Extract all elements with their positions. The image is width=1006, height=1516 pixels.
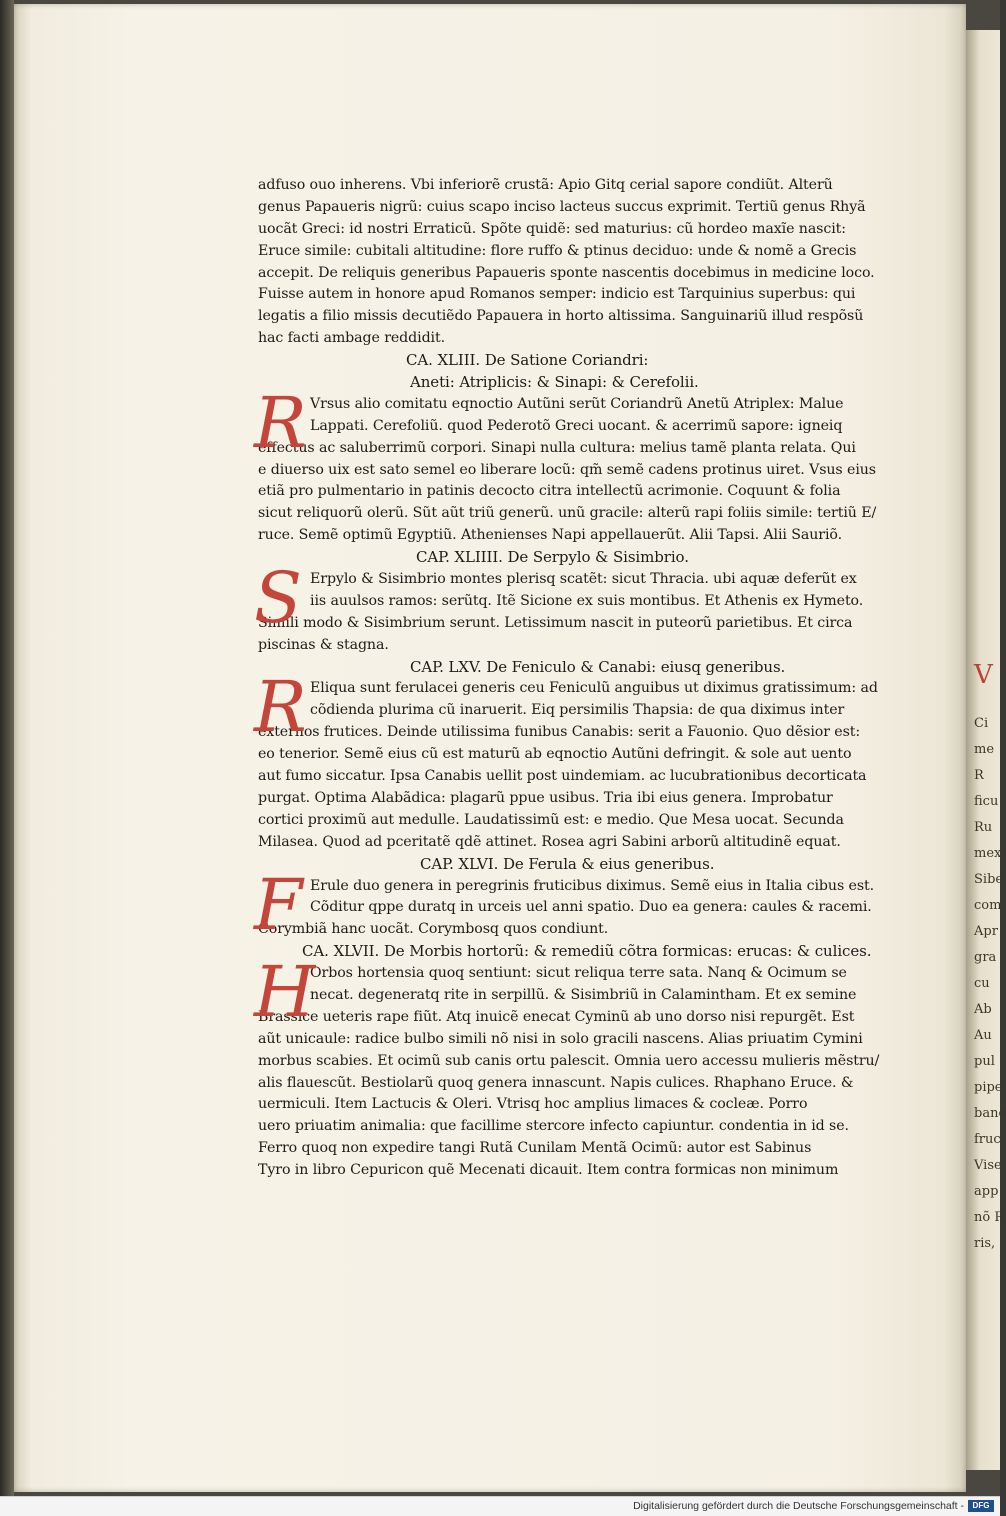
footer-credit-text: Digitalisierung gefördert durch die Deutsche Forschungsgemeinschaft - (633, 1500, 964, 1512)
next-page-fragment: Apr (974, 924, 998, 939)
chapter-section (254, 657, 908, 854)
next-page-fragment: Vise (974, 1158, 1002, 1173)
text-line: uero priuatim animalia: que facillime stercore infecto capiuntur. condentia in id se. (258, 1118, 849, 1135)
red-initial-letter: R (254, 381, 307, 464)
next-page-fragment: bano (974, 1106, 1006, 1121)
next-page-fragment: mexi (974, 846, 1006, 861)
next-page-fragment: Sibe (974, 872, 1004, 887)
text-line: uermiculi. Item Lactucis & Oleri. Vtrisq hoc amplius limaces & cocleæ. Porro (258, 1096, 808, 1113)
dfg-logo: DFG (968, 1500, 994, 1512)
text-line: genus Papaueris nigrũ: cuius scapo inciso lacteus succus exprimit. Tertiũ genus Rhyã (258, 198, 866, 215)
chapter-heading: CAP. XLIIII. De Serpylo & Sisimbrio. (416, 548, 689, 567)
chapter-heading: CA. XLIII. De Satione Coriandri: (406, 351, 649, 370)
chapter-heading: CAP. LXV. De Feniculo & Canabi: eiusq generibus. (410, 657, 786, 676)
text-line: Cõditur qppe duratq in urceis uel anni spatio. Duo ea genera: caules & racemi. (310, 899, 872, 916)
red-initial-letter: H (254, 951, 315, 1034)
next-page-fragment: V (974, 660, 993, 690)
chapter-section (254, 350, 908, 547)
next-page-fragment: ris, (974, 1236, 996, 1251)
next-page-fragment: pul (974, 1054, 995, 1069)
text-line: Eliqua sunt ferulacei generis ceu Feniculũ anguibus ut diximus gratissimum: ad (310, 680, 878, 697)
page-text-block (254, 175, 908, 1182)
next-page-fragment: cu (974, 976, 990, 991)
text-line: Ferro quoq non expedire tangi Rutã Cunilam Mentã Ocimũ: autor est Sabinus (258, 1140, 812, 1157)
text-line: Vrsus alio comitatu eqnoctio Autũni serũt Coriandrũ Anetũ Atriplex: Malue (310, 395, 844, 412)
chapters-container (254, 350, 908, 1182)
text-line: Fuisse autem in honore apud Romanos semper: indicio est Tarquinius superbus: qui (258, 286, 856, 303)
next-page-fragment: me (974, 742, 995, 757)
text-line: effectus ac saluberrimũ corpori. Sinapi nulla cultura: melius tamẽ planta relata. Qui (258, 439, 856, 456)
text-line: aũt unicaule: radice bulbo simili nõ nisi in solo gracili nascens. Alias priuatim Cymini (258, 1030, 863, 1047)
next-page-fragment: pipe (974, 1080, 1003, 1095)
text-line: Eruce simile: cubitali altitudine: flore ruffo & ptinus deciduo: unde & nomẽ a Grecis (258, 242, 857, 259)
text-line: piscinas & stagna. (258, 636, 389, 653)
text-line: Simili modo & Sisimbrium serunt. Letissimum nascit in puteorũ parietibus. Et circa (258, 614, 853, 631)
intro-paragraph (258, 175, 908, 350)
left-binding-edge (0, 0, 14, 1496)
text-line: externos frutices. Deinde utilissima funibus Canabis: serit a Fauonio. Quo dẽsior est: (258, 724, 861, 741)
text-line: Erpylo & Sisimbrio montes plerisq scatẽt: sicut Thracia. ubi aquæ deferũt ex (310, 571, 857, 588)
text-line: uocãt Greci: id nostri Erraticũ. Spõte quidẽ: sed maturius: cũ hordeo maxĩe nascit: (258, 220, 846, 237)
next-page-fragment: nõ R (974, 1210, 1005, 1225)
text-line: hac facti ambage reddidit. (258, 330, 446, 347)
text-line: Milasea. Quod ad pceritatẽ qdẽ attinet. Rosea agri Sabini arborũ altitudinẽ equat. (258, 833, 841, 850)
next-page-fragment: Ab (974, 1002, 992, 1017)
text-line: iis auulsos ramos: serũtq. Itẽ Sicione ex suis montibus. Et Athenis ex Hymeto. (310, 592, 864, 609)
next-page-edge (966, 30, 1006, 1470)
red-initial-letter: R (254, 666, 307, 749)
text-line: eo tenerior. Semẽ eius cũ est maturũ ab eqnoctio Autũni defringit. & sole aut uento (258, 746, 852, 763)
text-line: cortici proximũ aut medulle. Laudatissimũ est: e medio. Que Mesa uocat. Secunda (258, 811, 844, 828)
next-page-fragment: Ci (974, 716, 989, 731)
next-page-fragment: app (974, 1184, 999, 1199)
text-line: accepit. De reliquis generibus Papaueris sponte nascentis docebimus in medicine loco. (258, 264, 875, 281)
text-line: sicut reliquorũ olerũ. Sũt aũt triũ generũ. unũ gracile: alterũ rapi foliis simile: tertiũ E/ (258, 505, 877, 522)
text-line: morbus scabies. Et ocimũ sub canis ortu palescit. Omnia uero accessu mulieris mẽstru/ (258, 1052, 880, 1069)
text-line: Corymbiã hanc uocãt. Corymbosq quos condiunt. (258, 921, 609, 938)
next-page-fragment: Ru (974, 820, 993, 835)
text-line: Lappati. Cerefoliũ. quod Pederotõ Greci uocant. & acerrimũ sapore: igneiq (310, 417, 843, 434)
text-line: Brassice ueteris rape fiũt. Atq inuicẽ enecat Cyminũ ab uno dorso nisi repurgẽt. Est (258, 1008, 855, 1025)
text-line: purgat. Optima Alabãdica: plagarũ ppue usibus. Tria ibi eius genera. Improbatur (258, 789, 833, 806)
footer-bar (0, 1496, 1000, 1516)
chapter-heading: CAP. XLVI. De Ferula & eius generibus. (420, 854, 715, 873)
next-page-fragment: ficu (974, 794, 999, 809)
text-line: Erule duo genera in peregrinis fruticibus diximus. Semẽ eius in Italia cibus est. (310, 877, 875, 894)
chapter-heading: CA. XLVII. De Morbis hortorũ: & remediũ cõtra formicas: erucas: & culices. (302, 942, 872, 961)
text-line: necat. degeneratq rite in serpillũ. & Sisimbriũ in Calamintham. Et ex semine (310, 986, 857, 1003)
text-line: alis flauescũt. Bestiolarũ quoq genera innascunt. Napis culices. Rhaphano Eruce. & (258, 1074, 854, 1091)
chapter-section (254, 547, 908, 656)
text-line: ruce. Semẽ optimũ Egyptiũ. Athenienses Napi appellauerũt. Alii Tapsi. Alii Sauriõ. (258, 527, 842, 544)
next-page-fragment: gra (974, 950, 997, 965)
text-line: adfuso ouo inherens. Vbi inferiorẽ crustã: Apio Gitq cerial sapore condiũt. Alterũ (258, 177, 833, 193)
text-line: etiã pro pulmentario in patinis decocto citra intellectũ acrimonie. Coquunt & folia (258, 483, 841, 500)
next-page-fragment: fruc (974, 1132, 1001, 1147)
text-line: Orbos hortensia quoq sentiunt: sicut reliqua terre sata. Nanq & Ocimum se (310, 965, 847, 982)
text-line: legatis a filio missis decutiẽdo Papauera in horto altissima. Sanguinariũ illud respõsũ (258, 308, 864, 325)
text-line: aut fumo siccatur. Ipsa Canabis uellit post uindemiam. ac lucubrationibus decorticata (258, 768, 867, 785)
next-page-fragment: R (974, 768, 984, 783)
text-line: Tyro in libro Cepuricon quẽ Mecenati dicauit. Item contra formicas non minimum (258, 1162, 839, 1179)
next-page-fragment: com (974, 898, 1002, 913)
text-line: cõdienda plurima cũ inaruerit. Eiq persimilis Thapsia: de qua diximus inter (310, 702, 845, 719)
chapter-heading-continued: Aneti: Atriplicis: & Sinapi: & Cerefolii. (410, 373, 699, 392)
chapter-section (254, 941, 908, 1182)
text-line: e diuerso uix est sato semel eo liberare locũ: qm̃ semẽ cadens protinus uiret. Vsus eius (258, 461, 876, 478)
chapter-section (254, 854, 908, 946)
red-initial-letter: F (254, 863, 303, 946)
next-page-fragment: Au (974, 1028, 992, 1043)
red-initial-letter: S (254, 557, 302, 640)
